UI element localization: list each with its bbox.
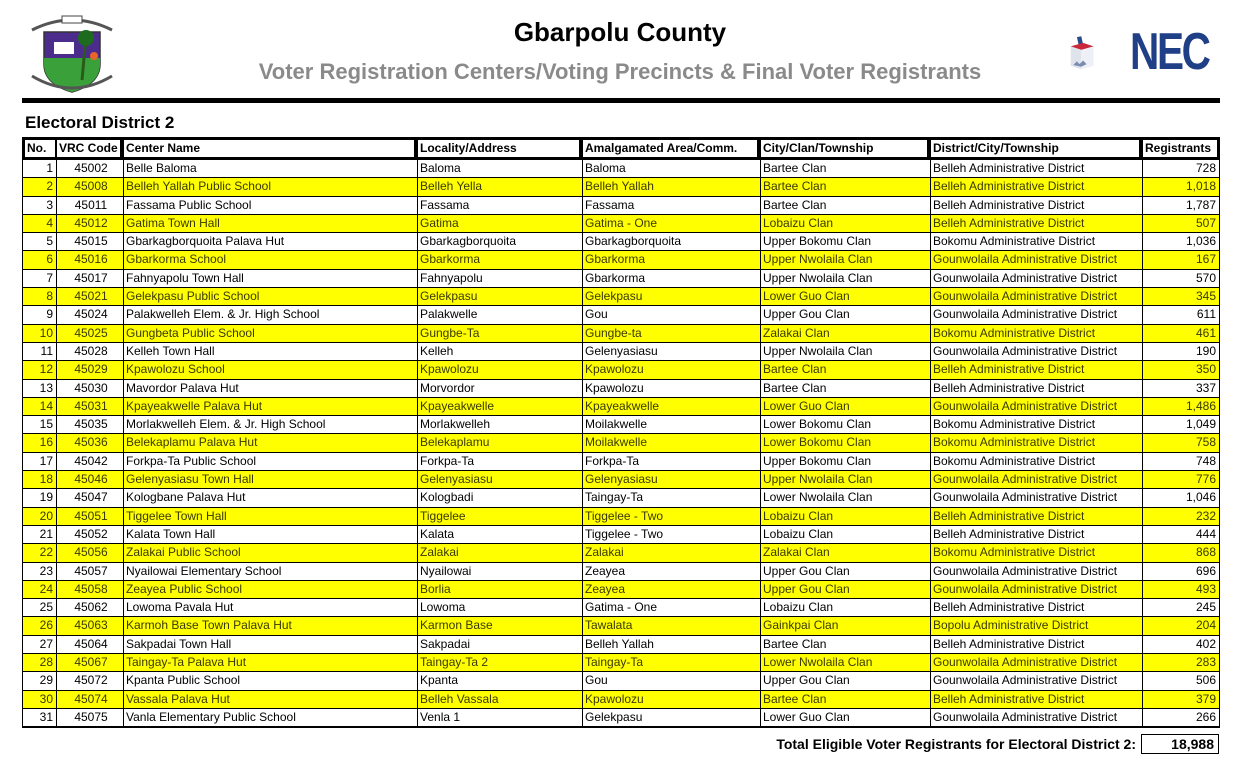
- row-center-name: Fahnyapolu Town Hall: [123, 270, 417, 287]
- row-locality: Morvordor: [417, 380, 582, 397]
- row-no: 22: [39, 545, 53, 560]
- row-registrants: 402: [1142, 636, 1219, 653]
- table-row: [23, 508, 1219, 526]
- row-city-clan: Lower Bokomu Clan: [760, 434, 930, 451]
- row-center-name: Mavordor Palava Hut: [123, 380, 417, 397]
- row-registrants: 1,036: [1142, 233, 1219, 250]
- row-no: 13: [39, 380, 53, 395]
- row-center-name: Kpawolozu School: [123, 361, 417, 378]
- row-no: 27: [39, 636, 53, 651]
- row-no: 9: [46, 307, 53, 322]
- row-no: 2: [46, 179, 53, 194]
- row-center-name: Zeayea Public School: [123, 581, 417, 598]
- row-amalgamated-area: Gou: [582, 672, 760, 689]
- row-city-clan: Bartee Clan: [760, 361, 930, 378]
- column-header-locality: Locality/Address: [418, 140, 579, 157]
- table-row: [23, 563, 1219, 581]
- table-row: [23, 270, 1219, 288]
- row-district: Belleh Administrative District: [930, 636, 1142, 653]
- row-center-name: Vassala Palava Hut: [123, 691, 417, 708]
- table-row: [23, 398, 1219, 416]
- row-city-clan: Upper Gou Clan: [760, 563, 930, 580]
- row-city-clan: Lobaizu Clan: [760, 215, 930, 232]
- column-header-city-clan: City/Clan/Township: [761, 140, 927, 157]
- row-registrants: 345: [1142, 288, 1219, 305]
- row-city-clan: Bartee Clan: [760, 691, 930, 708]
- row-vrc-code: 45012: [56, 215, 123, 232]
- row-amalgamated-area: Belleh Yallah: [582, 178, 760, 195]
- row-registrants: 232: [1142, 508, 1219, 525]
- row-center-name: Gatima Town Hall: [123, 215, 417, 232]
- row-registrants: 283: [1142, 654, 1219, 671]
- row-center-name: Sakpadai Town Hall: [123, 636, 417, 653]
- row-registrants: 506: [1142, 672, 1219, 689]
- table-row: [23, 306, 1219, 324]
- row-district: Belleh Administrative District: [930, 508, 1142, 525]
- row-amalgamated-area: Taingay-Ta: [582, 654, 760, 671]
- row-vrc-code: 45011: [56, 197, 123, 214]
- row-locality: Kalata: [417, 526, 582, 543]
- table-row: [23, 251, 1219, 269]
- row-district: Gounwolaila Administrative District: [930, 581, 1142, 598]
- table-row: [23, 325, 1219, 343]
- row-locality: Kelleh: [417, 343, 582, 360]
- row-district: Gounwolaila Administrative District: [930, 672, 1142, 689]
- row-district: Gounwolaila Administrative District: [930, 471, 1142, 488]
- row-city-clan: Lower Guo Clan: [760, 709, 930, 726]
- row-center-name: Lowoma Pavala Hut: [123, 599, 417, 616]
- row-locality: Zalakai: [417, 544, 582, 561]
- table-row: [23, 617, 1219, 635]
- column-header-center-name: Center Name: [124, 140, 414, 157]
- row-amalgamated-area: Gatima - One: [582, 215, 760, 232]
- row-registrants: 1,787: [1142, 197, 1219, 214]
- row-vrc-code: 45047: [56, 489, 123, 506]
- row-city-clan: Upper Gou Clan: [760, 672, 930, 689]
- row-vrc-code: 45016: [56, 251, 123, 268]
- section-title: Electoral District 2: [25, 113, 175, 132]
- row-city-clan: Zalakai Clan: [760, 325, 930, 342]
- table-row: [23, 672, 1219, 690]
- row-registrants: 379: [1142, 691, 1219, 708]
- row-city-clan: Gainkpai Clan: [760, 617, 930, 634]
- row-locality: Gatima: [417, 215, 582, 232]
- table-row: [23, 471, 1219, 489]
- row-registrants: 444: [1142, 526, 1219, 543]
- row-vrc-code: 45057: [56, 563, 123, 580]
- row-city-clan: Lower Bokomu Clan: [760, 416, 930, 433]
- row-city-clan: Lower Nwolaila Clan: [760, 654, 930, 671]
- row-amalgamated-area: Zeayea: [582, 581, 760, 598]
- row-amalgamated-area: Belleh Yallah: [582, 636, 760, 653]
- row-locality: Fassama: [417, 197, 582, 214]
- ballot-box-icon: [1068, 16, 1130, 90]
- table-row: [23, 233, 1219, 251]
- row-vrc-code: 45063: [56, 617, 123, 634]
- registrants-table: [22, 137, 1220, 728]
- table-row: [23, 416, 1219, 434]
- row-vrc-code: 45072: [56, 672, 123, 689]
- row-locality: Gelekpasu: [417, 288, 582, 305]
- row-registrants: 461: [1142, 325, 1219, 342]
- row-city-clan: Lobaizu Clan: [760, 599, 930, 616]
- row-no: 24: [39, 581, 53, 596]
- row-district: Belleh Administrative District: [930, 197, 1142, 214]
- row-registrants: 204: [1142, 617, 1219, 634]
- row-vrc-code: 45025: [56, 325, 123, 342]
- row-vrc-code: 45002: [56, 160, 123, 177]
- row-center-name: Tiggelee Town Hall: [123, 508, 417, 525]
- total-label: Total Eligible Voter Registrants for Electoral District 2:: [776, 736, 1136, 752]
- row-locality: Fahnyapolu: [417, 270, 582, 287]
- row-city-clan: Upper Gou Clan: [760, 306, 930, 323]
- row-registrants: 1,018: [1142, 178, 1219, 195]
- row-locality: Nyailowai: [417, 563, 582, 580]
- table-row: [23, 215, 1219, 233]
- row-center-name: Belle Baloma: [123, 160, 417, 177]
- row-vrc-code: 45030: [56, 380, 123, 397]
- row-no: 23: [39, 563, 53, 578]
- row-no: 10: [39, 325, 53, 340]
- row-locality: Belleh Vassala: [417, 691, 582, 708]
- row-city-clan: Upper Bokomu Clan: [760, 233, 930, 250]
- row-district: Gounwolaila Administrative District: [930, 251, 1142, 268]
- row-registrants: 1,046: [1142, 489, 1219, 506]
- row-no: 15: [39, 417, 53, 432]
- row-no: 6: [46, 252, 53, 267]
- total-value: 18,988: [1141, 734, 1219, 754]
- row-locality: Gbarkorma: [417, 251, 582, 268]
- row-city-clan: Lower Nwolaila Clan: [760, 489, 930, 506]
- row-city-clan: Lobaizu Clan: [760, 526, 930, 543]
- row-amalgamated-area: Fassama: [582, 197, 760, 214]
- row-no: 11: [40, 343, 53, 358]
- row-locality: Karmon Base: [417, 617, 582, 634]
- row-center-name: Palakwelleh Elem. & Jr. High School: [123, 306, 417, 323]
- row-vrc-code: 45067: [56, 654, 123, 671]
- row-district: Gounwolaila Administrative District: [930, 489, 1142, 506]
- row-vrc-code: 45058: [56, 581, 123, 598]
- row-amalgamated-area: Baloma: [582, 160, 760, 177]
- row-center-name: Forkpa-Ta Public School: [123, 453, 417, 470]
- row-district: Gounwolaila Administrative District: [930, 270, 1142, 287]
- page-subtitle: Voter Registration Centers/Voting Precincts & Final Voter Registrants: [258, 59, 982, 84]
- row-center-name: Kelleh Town Hall: [123, 343, 417, 360]
- table-row: [23, 544, 1219, 562]
- table-body: [22, 160, 1220, 728]
- nec-logo-text: NEC: [1130, 23, 1209, 81]
- row-no: 21: [39, 526, 53, 541]
- row-center-name: Kologbane Palava Hut: [123, 489, 417, 506]
- row-registrants: 245: [1142, 599, 1219, 616]
- row-locality: Belekaplamu: [417, 434, 582, 451]
- row-center-name: Taingay-Ta Palava Hut: [123, 654, 417, 671]
- row-registrants: 570: [1142, 270, 1219, 287]
- row-district: Bokomu Administrative District: [930, 325, 1142, 342]
- row-center-name: Kpayeakwelle Palava Hut: [123, 398, 417, 415]
- row-no: 25: [39, 600, 53, 615]
- row-locality: Gelenyasiasu: [417, 471, 582, 488]
- row-locality: Lowoma: [417, 599, 582, 616]
- row-center-name: Gelenyasiasu Town Hall: [123, 471, 417, 488]
- row-vrc-code: 45074: [56, 691, 123, 708]
- row-district: Bokomu Administrative District: [930, 544, 1142, 561]
- row-locality: Morlakwelleh: [417, 416, 582, 433]
- table-header-row: [22, 137, 1220, 160]
- row-registrants: 748: [1142, 453, 1219, 470]
- row-vrc-code: 45036: [56, 434, 123, 451]
- row-registrants: 167: [1142, 251, 1219, 268]
- row-city-clan: Lower Guo Clan: [760, 398, 930, 415]
- row-center-name: Belleh Yallah Public School: [123, 178, 417, 195]
- row-vrc-code: 45075: [56, 709, 123, 726]
- table-row: [23, 453, 1219, 471]
- row-center-name: Gbarkagborquoita Palava Hut: [123, 233, 417, 250]
- row-vrc-code: 45008: [56, 178, 123, 195]
- row-registrants: 507: [1142, 215, 1219, 232]
- row-vrc-code: 45042: [56, 453, 123, 470]
- row-registrants: 1,049: [1142, 416, 1219, 433]
- row-locality: Kpayeakwelle: [417, 398, 582, 415]
- row-vrc-code: 45024: [56, 306, 123, 323]
- row-city-clan: Upper Nwolaila Clan: [760, 251, 930, 268]
- row-center-name: Belekaplamu Palava Hut: [123, 434, 417, 451]
- row-no: 17: [39, 453, 53, 468]
- row-district: Belleh Administrative District: [930, 361, 1142, 378]
- row-city-clan: Upper Nwolaila Clan: [760, 343, 930, 360]
- row-locality: Palakwelle: [417, 306, 582, 323]
- row-district: Gounwolaila Administrative District: [930, 288, 1142, 305]
- row-center-name: Fassama Public School: [123, 197, 417, 214]
- column-header-district: District/City/Township: [931, 140, 1139, 157]
- row-registrants: 728: [1142, 160, 1219, 177]
- row-city-clan: Bartee Clan: [760, 178, 930, 195]
- row-district: Belleh Administrative District: [930, 526, 1142, 543]
- row-registrants: 493: [1142, 581, 1219, 598]
- row-district: Gounwolaila Administrative District: [930, 654, 1142, 671]
- table-row: [23, 380, 1219, 398]
- row-center-name: Zalakai Public School: [123, 544, 417, 561]
- table-row: [23, 197, 1219, 215]
- row-amalgamated-area: Kpawolozu: [582, 361, 760, 378]
- row-amalgamated-area: Gungbe-ta: [582, 325, 760, 342]
- table-row: [23, 343, 1219, 361]
- row-registrants: 350: [1142, 361, 1219, 378]
- row-registrants: 611: [1142, 306, 1219, 323]
- row-city-clan: Upper Nwolaila Clan: [760, 471, 930, 488]
- row-city-clan: Bartee Clan: [760, 636, 930, 653]
- row-district: Bokomu Administrative District: [930, 434, 1142, 451]
- table-row: [23, 654, 1219, 672]
- row-no: 7: [46, 270, 53, 285]
- row-vrc-code: 45031: [56, 398, 123, 415]
- row-district: Belleh Administrative District: [930, 380, 1142, 397]
- row-amalgamated-area: Tawalata: [582, 617, 760, 634]
- row-city-clan: Bartee Clan: [760, 160, 930, 177]
- row-city-clan: Zalakai Clan: [760, 544, 930, 561]
- row-center-name: Morlakwelleh Elem. & Jr. High School: [123, 416, 417, 433]
- row-locality: Kologbadi: [417, 489, 582, 506]
- row-center-name: Gbarkorma School: [123, 251, 417, 268]
- row-no: 31: [39, 709, 53, 724]
- row-city-clan: Lower Guo Clan: [760, 288, 930, 305]
- row-center-name: Gungbeta Public School: [123, 325, 417, 342]
- row-no: 4: [46, 215, 53, 230]
- row-amalgamated-area: Kpawolozu: [582, 691, 760, 708]
- row-registrants: 1,486: [1142, 398, 1219, 415]
- row-amalgamated-area: Gou: [582, 306, 760, 323]
- column-header-registrants: Registrants: [1143, 140, 1217, 157]
- row-locality: Taingay-Ta 2: [417, 654, 582, 671]
- page-title: Gbarpolu County: [513, 17, 727, 47]
- row-no: 18: [39, 472, 53, 487]
- row-vrc-code: 45029: [56, 361, 123, 378]
- row-registrants: 776: [1142, 471, 1219, 488]
- row-vrc-code: 45021: [56, 288, 123, 305]
- row-vrc-code: 45056: [56, 544, 123, 561]
- row-no: 20: [39, 508, 53, 523]
- row-no: 16: [39, 435, 53, 450]
- row-vrc-code: 45035: [56, 416, 123, 433]
- table-row: [23, 434, 1219, 452]
- row-no: 19: [39, 490, 53, 505]
- row-district: Gounwolaila Administrative District: [930, 709, 1142, 726]
- row-district: Bopolu Administrative District: [930, 617, 1142, 634]
- row-amalgamated-area: Gbarkorma: [582, 270, 760, 287]
- row-no: 5: [46, 234, 53, 249]
- row-center-name: Kpanta Public School: [123, 672, 417, 689]
- row-center-name: Vanla Elementary Public School: [123, 709, 417, 726]
- row-amalgamated-area: Gbarkorma: [582, 251, 760, 268]
- row-amalgamated-area: Gelekpasu: [582, 288, 760, 305]
- row-city-clan: Upper Bokomu Clan: [760, 453, 930, 470]
- row-center-name: Gelekpasu Public School: [123, 288, 417, 305]
- row-district: Bokomu Administrative District: [930, 416, 1142, 433]
- row-amalgamated-area: Kpawolozu: [582, 380, 760, 397]
- row-center-name: Karmoh Base Town Palava Hut: [123, 617, 417, 634]
- row-vrc-code: 45052: [56, 526, 123, 543]
- row-registrants: 190: [1142, 343, 1219, 360]
- row-no: 12: [39, 362, 53, 377]
- row-amalgamated-area: Forkpa-Ta: [582, 453, 760, 470]
- table-row: [23, 599, 1219, 617]
- row-district: Gounwolaila Administrative District: [930, 563, 1142, 580]
- table-row: [23, 691, 1219, 709]
- row-city-clan: Lobaizu Clan: [760, 508, 930, 525]
- row-no: 8: [46, 289, 53, 304]
- column-header-no: No.: [25, 140, 55, 157]
- row-vrc-code: 45051: [56, 508, 123, 525]
- row-vrc-code: 45046: [56, 471, 123, 488]
- row-vrc-code: 45064: [56, 636, 123, 653]
- row-amalgamated-area: Moilakwelle: [582, 416, 760, 433]
- row-district: Gounwolaila Administrative District: [930, 306, 1142, 323]
- row-amalgamated-area: Moilakwelle: [582, 434, 760, 451]
- row-locality: Forkpa-Ta: [417, 453, 582, 470]
- row-city-clan: Upper Gou Clan: [760, 581, 930, 598]
- row-vrc-code: 45017: [56, 270, 123, 287]
- row-amalgamated-area: Tiggelee - Two: [582, 508, 760, 525]
- row-locality: Borlia: [417, 581, 582, 598]
- row-district: Belleh Administrative District: [930, 599, 1142, 616]
- table-row: [23, 288, 1219, 306]
- row-locality: Sakpadai: [417, 636, 582, 653]
- row-district: Bokomu Administrative District: [930, 233, 1142, 250]
- row-district: Belleh Administrative District: [930, 215, 1142, 232]
- column-header-amalgamated-area: Amalgamated Area/Comm.: [583, 140, 757, 157]
- row-registrants: 266: [1142, 709, 1219, 726]
- row-locality: Venla 1: [417, 709, 582, 726]
- table-row: [23, 636, 1219, 654]
- row-locality: Kpanta: [417, 672, 582, 689]
- row-registrants: 696: [1142, 563, 1219, 580]
- row-city-clan: Bartee Clan: [760, 197, 930, 214]
- row-amalgamated-area: Zeayea: [582, 563, 760, 580]
- row-no: 28: [39, 655, 53, 670]
- row-no: 30: [39, 691, 53, 706]
- row-amalgamated-area: Gatima - One: [582, 599, 760, 616]
- table-row: [23, 178, 1219, 196]
- row-district: Gounwolaila Administrative District: [930, 398, 1142, 415]
- row-locality: Kpawolozu: [417, 361, 582, 378]
- row-registrants: 337: [1142, 380, 1219, 397]
- row-vrc-code: 45028: [56, 343, 123, 360]
- row-locality: Gungbe-Ta: [417, 325, 582, 342]
- row-locality: Belleh Yella: [417, 178, 582, 195]
- row-district: Bokomu Administrative District: [930, 453, 1142, 470]
- table-row: [23, 489, 1219, 507]
- row-amalgamated-area: Tiggelee - Two: [582, 526, 760, 543]
- row-vrc-code: 45015: [56, 233, 123, 250]
- row-district: Gounwolaila Administrative District: [930, 343, 1142, 360]
- row-vrc-code: 45062: [56, 599, 123, 616]
- row-district: Belleh Administrative District: [930, 160, 1142, 177]
- row-amalgamated-area: Taingay-Ta: [582, 489, 760, 506]
- row-district: Belleh Administrative District: [930, 691, 1142, 708]
- row-amalgamated-area: Zalakai: [582, 544, 760, 561]
- row-center-name: Nyailowai Elementary School: [123, 563, 417, 580]
- row-amalgamated-area: Kpayeakwelle: [582, 398, 760, 415]
- row-amalgamated-area: Gelekpasu: [582, 709, 760, 726]
- header-divider: [22, 98, 1220, 103]
- row-city-clan: Upper Nwolaila Clan: [760, 270, 930, 287]
- row-district: Belleh Administrative District: [930, 178, 1142, 195]
- row-amalgamated-area: Gelenyasiasu: [582, 471, 760, 488]
- row-registrants: 868: [1142, 544, 1219, 561]
- row-amalgamated-area: Gelenyasiasu: [582, 343, 760, 360]
- table-row: [23, 361, 1219, 379]
- row-city-clan: Bartee Clan: [760, 380, 930, 397]
- row-no: 29: [39, 673, 53, 688]
- row-locality: Baloma: [417, 160, 582, 177]
- column-header-vrc-code: VRC Code: [57, 140, 120, 157]
- table-row: [23, 526, 1219, 544]
- table-row: [23, 709, 1219, 727]
- row-locality: Tiggelee: [417, 508, 582, 525]
- row-no: 26: [39, 618, 53, 633]
- row-registrants: 758: [1142, 434, 1219, 451]
- table-row: [23, 581, 1219, 599]
- row-amalgamated-area: Gbarkagborquoita: [582, 233, 760, 250]
- row-no: 1: [46, 161, 53, 175]
- row-no: 3: [46, 197, 53, 212]
- row-no: 14: [39, 398, 53, 413]
- table-row: [23, 160, 1219, 178]
- row-locality: Gbarkagborquoita: [417, 233, 582, 250]
- row-center-name: Kalata Town Hall: [123, 526, 417, 543]
